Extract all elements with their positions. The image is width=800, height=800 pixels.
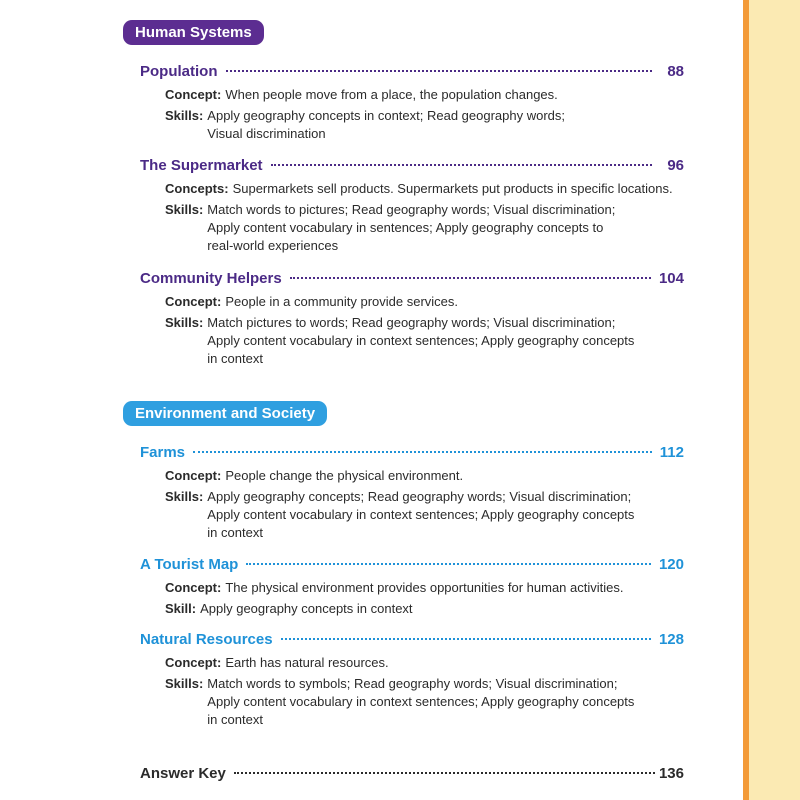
- page-number: 88: [667, 63, 684, 80]
- skills-line: [165, 314, 684, 368]
- entry-title[interactable]: A Tourist Map: [140, 556, 239, 573]
- skills-line: [165, 675, 684, 729]
- concept-line: [165, 86, 684, 104]
- concept-line: [165, 180, 684, 198]
- skills-label: Skill:: [165, 601, 197, 616]
- dot-leader: [193, 451, 652, 453]
- concept-text: The physical environment provides opportunities for human activities.: [225, 580, 624, 595]
- concept-label: Concepts:: [165, 181, 229, 196]
- dot-leader: [226, 70, 653, 72]
- entry-title[interactable]: Natural Resources: [140, 631, 273, 648]
- dot-leader: [234, 772, 655, 774]
- skills-line: [165, 488, 684, 542]
- entry-title[interactable]: Farms: [140, 444, 186, 461]
- concept-label: Concept:: [165, 655, 222, 670]
- concept-line: [165, 293, 684, 311]
- skills-line: [165, 201, 684, 255]
- skills-text: Match words to symbols; Read geography words; Visual discrimination; Apply content vocabulary in context sentences; Apply geography concepts in context: [207, 676, 635, 727]
- entry-title[interactable]: The Supermarket: [140, 157, 263, 174]
- dot-leader: [281, 638, 651, 640]
- section-header-human-systems: Human Systems: [123, 20, 264, 45]
- skills-text: Match pictures to words; Read geography words; Visual discrimination; Apply content vocabulary in context sentences; Apply geography concepts in context: [207, 315, 635, 366]
- page-number: 136: [658, 765, 684, 782]
- skills-label: Skills:: [165, 202, 204, 217]
- concept-text: People change the physical environment.: [225, 468, 464, 483]
- skills-label: Skills:: [165, 676, 204, 691]
- page-number: 120: [658, 556, 684, 573]
- section-header-environment-and-society: Environment and Society: [123, 401, 327, 426]
- page-edge-band: [743, 0, 800, 800]
- skills-text: Match words to pictures; Read geography words; Visual discrimination; Apply content vocabulary in sentences; Apply geography concepts to real-world experiences: [207, 202, 616, 253]
- toc-entry-the-supermarket[interactable]: [140, 157, 684, 255]
- toc-entry-farms[interactable]: [140, 444, 684, 542]
- concept-label: Concept:: [165, 580, 222, 595]
- skills-text: Apply geography concepts; Read geography words; Visual discrimination; Apply content vocabulary in context sentences; Apply geography concepts in context: [207, 489, 635, 540]
- page-edge-stripe: [743, 0, 749, 800]
- entry-title[interactable]: Population: [140, 63, 218, 80]
- concept-line: [165, 654, 684, 672]
- page-number: 96: [667, 157, 684, 174]
- concept-text: When people move from a place, the population changes.: [225, 87, 558, 102]
- skills-line: [165, 600, 684, 618]
- dot-leader: [290, 277, 651, 279]
- concept-text: People in a community provide services.: [225, 294, 459, 309]
- concept-line: [165, 579, 684, 597]
- concept-label: Concept:: [165, 294, 222, 309]
- concept-text: Supermarkets sell products. Supermarkets put products in specific locations.: [232, 181, 673, 196]
- entry-title[interactable]: Community Helpers: [140, 270, 282, 287]
- concept-line: [165, 467, 684, 485]
- page-number: 112: [659, 444, 684, 461]
- toc-entry-population[interactable]: [140, 63, 684, 143]
- concept-text: Earth has natural resources.: [225, 655, 389, 670]
- skills-text: Apply geography concepts in context: [200, 601, 413, 616]
- dot-leader: [271, 164, 652, 166]
- page-number: 128: [658, 631, 684, 648]
- toc-entry-community-helpers[interactable]: [140, 270, 684, 368]
- toc-entry-natural-resources[interactable]: [140, 631, 684, 729]
- skills-line: [165, 107, 684, 143]
- skills-text: Apply geography concepts in context; Read geography words; Visual discrimination: [207, 108, 566, 141]
- dot-leader: [246, 563, 651, 565]
- entry-title[interactable]: Answer Key: [140, 765, 226, 782]
- skills-label: Skills:: [165, 315, 204, 330]
- concept-label: Concept:: [165, 87, 222, 102]
- skills-label: Skills:: [165, 108, 204, 123]
- skills-label: Skills:: [165, 489, 204, 504]
- concept-label: Concept:: [165, 468, 222, 483]
- page-number: 104: [658, 270, 684, 287]
- toc-entry-answer-key[interactable]: [140, 765, 684, 785]
- toc-entry-a-tourist-map[interactable]: [140, 556, 684, 618]
